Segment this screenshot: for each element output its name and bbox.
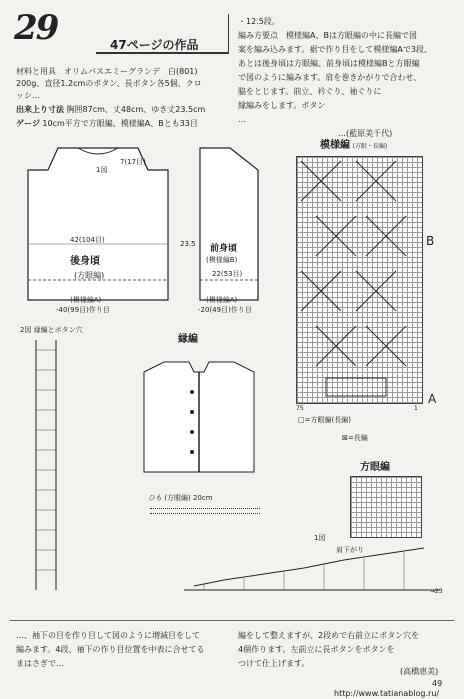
text-right-8: …(藍原美千代) (338, 129, 393, 138)
size-text: 胸囲87cm、丈48cm、ゆき丈23.5cm (66, 105, 206, 114)
string-chain (150, 508, 260, 514)
text-right-6: 縁編みをします。ボタン (238, 101, 326, 110)
pattern-title-text: 模様編 (320, 140, 350, 151)
watermark-url: http://www.tatianablog.ru/ (334, 689, 440, 698)
edging-title: 縁編 (178, 334, 198, 345)
fig1-sub: 肩下がり (336, 546, 364, 554)
pattern-label-a: A (428, 392, 437, 406)
back-side: 23.5 (180, 240, 196, 248)
back-width: 42(104目) (70, 236, 105, 244)
footer-right-3: つけて仕上げます。 (238, 659, 310, 668)
front-title: 前身頃 (210, 244, 238, 254)
page-number: 49 (432, 679, 443, 688)
front-piece-diagram (190, 140, 268, 312)
materials-line: 材料と用具 オリムパスエミーグランデ 白(801) (16, 67, 198, 76)
pattern-title (320, 140, 387, 151)
text-right-3: あとは後身頃は方眼編、前身頃は模様編Bと方眼編 (238, 59, 420, 68)
text-right-4: で図のように編みます。肩を巻きかがりで合わせ、 (238, 73, 422, 82)
back-bottom-size: -40(99目)作り目 (56, 306, 110, 314)
text-right-7: … (238, 115, 246, 124)
string-sub: (方眼編) (164, 494, 191, 502)
pattern-legend-2: ⊠=長編 (342, 434, 368, 442)
size-heading: 出来上り寸法 (16, 105, 64, 114)
front-bottom: (模様編A) (206, 296, 238, 304)
pattern-tick-75: 75 (296, 405, 304, 412)
edging-diagram (134, 352, 264, 482)
front-sub: (模様編B) (206, 256, 238, 264)
back-shoulder: 7(17目) (120, 158, 146, 166)
gauge-text: 10cm平方で方眼編、模様編A、Bとも33目 (42, 119, 198, 128)
back-bottom: (模様編A) (70, 296, 102, 304)
header-rule (96, 52, 228, 54)
gauge-line (16, 118, 198, 129)
text-right-1: 編み方要点 模様編A、Bは方眼編の中に長編で図 (238, 31, 417, 40)
pattern-label-b: B (426, 234, 435, 248)
placket-title: 方眼編 (360, 462, 390, 473)
gauge-heading: ゲージ (16, 119, 40, 128)
materials-line-3: ッシ… (16, 91, 40, 100)
pattern-tick-1: 1 (414, 405, 418, 412)
fig1-title: 1図 (314, 534, 326, 542)
pattern-number: 29 (14, 8, 58, 48)
fig2-title: 2図 縁編とボタン穴 (20, 326, 83, 334)
footer-right-1: 編をして整えますが、2段めで右前立にボタン穴を (238, 631, 420, 640)
pattern-motif (296, 156, 421, 402)
text-right-2: 案を編み込みます。裾で作り目をして模様編Aで3段、 (238, 45, 432, 54)
front-bottom-size: -20(49目)作り目 (198, 306, 252, 314)
front-width: 22(53目) (212, 270, 243, 278)
footer-left-1: …、袖下の目を作り目して図のように増減目をして (16, 631, 200, 640)
back-sub: (方眼編) (74, 271, 105, 280)
back-fig-label: 1図 (96, 166, 108, 174)
size-label (16, 104, 205, 115)
footer-right-2: 4個作ります。左前立に長ボタンをボタンを (238, 645, 395, 654)
footer-credit: (高橋恵美) (400, 667, 439, 676)
fig1-arrow-label: →23 (430, 588, 443, 595)
string-label (148, 494, 213, 503)
footer-left-3: まはさぎで… (16, 659, 64, 668)
text-right-0: ・12.5段。 (238, 17, 280, 26)
pattern-sub: (方眼・長編) (352, 143, 388, 150)
footer-left-2: 編みます。4段、袖下の作り目位置を中表に合せてる (16, 645, 205, 654)
footer-rule (10, 620, 454, 621)
materials-line-2: 200g、直径1.2cmのボタン、長ボタン各5個、クロ (16, 79, 202, 88)
page-title: 47ページの作品 (110, 38, 199, 52)
placket-chart (350, 476, 422, 538)
fig2-edging-strip (26, 340, 76, 590)
header-divider (228, 14, 229, 54)
text-right-5: 脇をとじます。前立、衿ぐり、袖ぐりに (238, 87, 382, 96)
fig1-shoulder-chart (184, 540, 440, 600)
string-label-text: ひも (148, 494, 162, 502)
string-size: 20cm (192, 494, 213, 502)
pattern-legend-1: □=方眼編(長編) (298, 416, 351, 424)
back-title: 後身頃 (70, 256, 100, 267)
